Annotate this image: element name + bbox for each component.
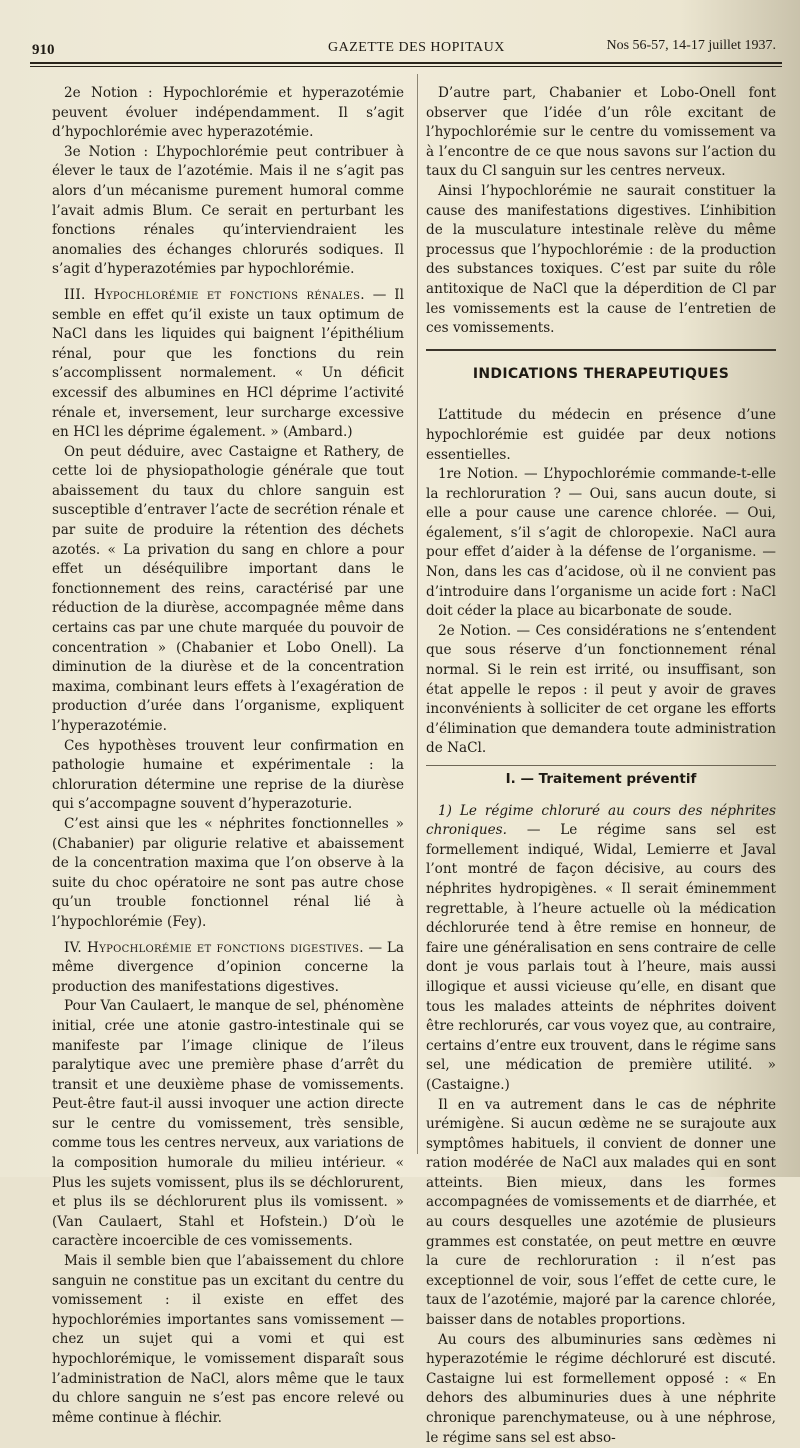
- paragraph: [52, 939, 404, 998]
- paragraph: 2e Notion. — Ces considérations ne s’entendent que sous réserve d’un fonctionnement rénal normal. Si le rein est irrité, ou insuffisant, son état appelle le repos : il peut y avoir de graves inconvénients à solliciter de cet organe les efforts d’élimination que demandera toute administration de NaCl.: [426, 622, 776, 757]
- heading-traitement: I. — Traitement préventif: [505, 771, 697, 787]
- paragraph: L’attitude du médecin en présence d’une hypochlorémie est guidée par deux notions essentielles.: [426, 407, 776, 463]
- paragraph: D’autre part, Chabanier et Lobo-Onell font observer que l’idée d’un rôle excitant de l’hypochlorémie sur le centre du vomissement va à l’encontre de ce que nous savons sur l’action du taux du Cl sanguin sur les centres nerveux.: [426, 85, 776, 180]
- section-rule: [426, 349, 776, 351]
- paragraph: [52, 286, 404, 443]
- section-text: — Il semble en effet qu’il existe un taux optimum de NaCl dans les liquides qui baignent l’épithélium rénal, pour que les fonctions du rein s’accomplissent normalement. « Un déficit excessif des albumines en HCl déprime l’activité rénale et, inversement, leur surcharge excessive en HCl les déprime également. » (Ambard.): [52, 286, 404, 441]
- header-rule: [30, 62, 782, 64]
- issue-info: Nos 56-57, 14-17 juillet 1937.: [606, 38, 776, 53]
- italic-heading: 1) Le régime chloruré au cours des néphrites chroniques.: [426, 802, 776, 839]
- column-separator: [417, 74, 418, 1154]
- paragraph: Mais il semble bien que l’abaissement du chlore sanguin ne constitue pas un excitant du centre du vomissement : il existe en effet des hypochlorémies importantes sans vomissement — chez un sujet qui a vomi et qui est hypochlorémique, le vomissement disparaît sous l’administration de NaCl, alors même que le taux du chlore sanguin ne s’est pas encore relevé ou même continue à fléchir.: [52, 1253, 404, 1426]
- paragraph: 1re Notion. — L’hypochlorémie commande-t-elle la rechloruration ? — Oui, sans aucun doute, si elle a pour cause une carence chlorée. — Oui, également, s’il s’agit de chloropexie. NaCl aura pour effet d’aider à la défense de l’organisme. — Non, dans les cas d’acidose, où il ne convient pas d’introduire dans l’organisme un acide fort : NaCl doit céder la place au bicarbonate de soude.: [426, 466, 776, 620]
- right-column: [426, 84, 776, 1448]
- paragraph: Ces hypothèses trouvent leur confirmation en pathologie humaine et expérimentale : la chloruration détermine une reprise de la diurèse qui s’accompagne souvent d’hyperazoturie.: [52, 737, 404, 813]
- paragraph: 2e Notion : Hypochlorémie et hyperazotémie peuvent évoluer indépendamment. Il s’agit d’hypochlorémie avec hyperazotémie.: [52, 85, 404, 141]
- subsection-rule: [426, 765, 776, 766]
- left-column: [52, 84, 404, 1428]
- paragraph: 3e Notion : L’hypochlorémie peut contribuer à élever le taux de l’azotémie. Mais il ne s’agit pas alors d’un mécanisme purement humoral comme l’avait admis Blum. Ce serait en perturbant les fonctions rénales qu’interviendraient les anomalies des échanges chlorurés sodiques. Il s’agit d’hyperazotémies par hypochlorémie.: [52, 143, 404, 278]
- page-header: [30, 38, 780, 60]
- paragraph: Il en va autrement dans le cas de néphrite urémigène. Si aucun œdème ne se surajoute aux symptômes habituels, il convient de donner une ration modérée de NaCl aux malades qui en sont atteints. Bien mieux, dans les formes accompagnées de vomissements et de diarrhée, et au cours desquelles une azotémie de plusieurs grammes est constatée, on peut mettre en œuvre la cure de rechloruration : il n’est pas exceptionnel de voir, sous l’effet de cette cure, le taux de l’azotémie, majoré par la carence chlorée, baisser dans de notables proportions.: [426, 1096, 776, 1329]
- paragraph: [426, 802, 776, 1096]
- paragraph: On peut déduire, avec Castaigne et Rathery, de cette loi de physiopathologie générale que tout abaissement du taux du chlore sanguin est susceptible d’entraver l’acte de secrétion rénale et par suite de produire la rétention des déchets azotés. « La privation du sang en chlore a pour effet un déséquilibre important dans le fonctionnement des reins, caractérisé par une réduction de la diurèse, accompagnée même dans certains cas par une chute marquée du pouvoir de concentration » (Chabanier et Lobo Onell). La diminution de la diurèse et de la concentration maxima, combinant leurs effets à l’exagération de production d’urée dans l’organisme, expliquent l’hyperazotémie.: [52, 443, 404, 734]
- journal-title: GAZETTE DES HOPITAUX: [328, 40, 505, 55]
- header-rule-thin: [30, 66, 782, 67]
- paragraph: C’est ainsi que les « néphrites fonctionnelles » (Chabanier) par oligurie relative et abaissement de la concentration maxima que l’on observe à la suite du choc opératoire ne sont pas autre chose qu’un trouble fonctionnel rénal lié à l’hypochlorémie (Fey).: [52, 815, 404, 930]
- section-heading-iv: IV. Hypochlorémie et fonctions digestives.: [64, 939, 364, 956]
- heading-indications: INDICATIONS THERAPEUTIQUES: [472, 365, 730, 382]
- section-heading-iii: III. Hypochlorémie et fonctions rénales.: [64, 286, 365, 303]
- section-text: — La même divergence d’opinion concerne la production des manifestations digestives.: [52, 939, 404, 995]
- page-number: 910: [32, 42, 55, 58]
- paragraph-text: — Le régime sans sel est formellement indiqué, Widal, Lemierre et Javal l’ont montré de façon décisive, au cours des néphrites hydropigènes. « Il serait éminemment regrettable, à l’heure actuelle où la médication déchlorurée tend à être remise en honneur, de faire une généralisation en sens contraire de celle dont je vous parlais tout à l’heure, mais aussi illogique et aussi vicieuse qu’elle, en disant que tous les malades atteints de néphrites doivent être rechlorurés, car vous voyez que, au contraire, certains d’entre eux trouvent, dans le régime sans sel, une médication de première utilité. » (Castaigne.): [426, 822, 776, 1093]
- paragraph: Au cours des albuminuries sans œdèmes ni hyperazotémie le régime déchloruré est discuté. Castaigne lui est formellement opposé : « En dehors des albuminuries dues à une néphrite chronique parenchymateuse, ou à une néphrose, le régime sans sel est abso-: [426, 1331, 776, 1446]
- paragraph: Ainsi l’hypochlorémie ne saurait constituer la cause des manifestations digestives. L’inhibition de la musculature intestinale relève du même processus que l’hypochlorémie : de la production des substances toxiques. C’est par suite du rôle antitoxique de NaCl que la déperdition de Cl par les vomissements est la cause de l’entretien de ces vomissements.: [426, 182, 776, 337]
- paragraph: Pour Van Caulaert, le manque de sel, phénomène initial, crée une atonie gastro-intestinale qui se manifeste par l’image clinique de l’ileus paralytique avec une première phase d’arrêt du transit et une deuxième phase de vomissements. Peut-être faut-il aussi invoquer une action directe sur le centre du vomissement, très sensible, comme tous les centres nerveux, aux variations de la composition humorale du milieu intérieur. « Plus les sujets vomissent, plus ils se déchlorurent, et plus ils se déchlorurent plus ils vomissent. » (Van Caulaert, Stahl et Hofstein.) D’où le caractère incoercible de ces vomissements.: [52, 998, 405, 1250]
